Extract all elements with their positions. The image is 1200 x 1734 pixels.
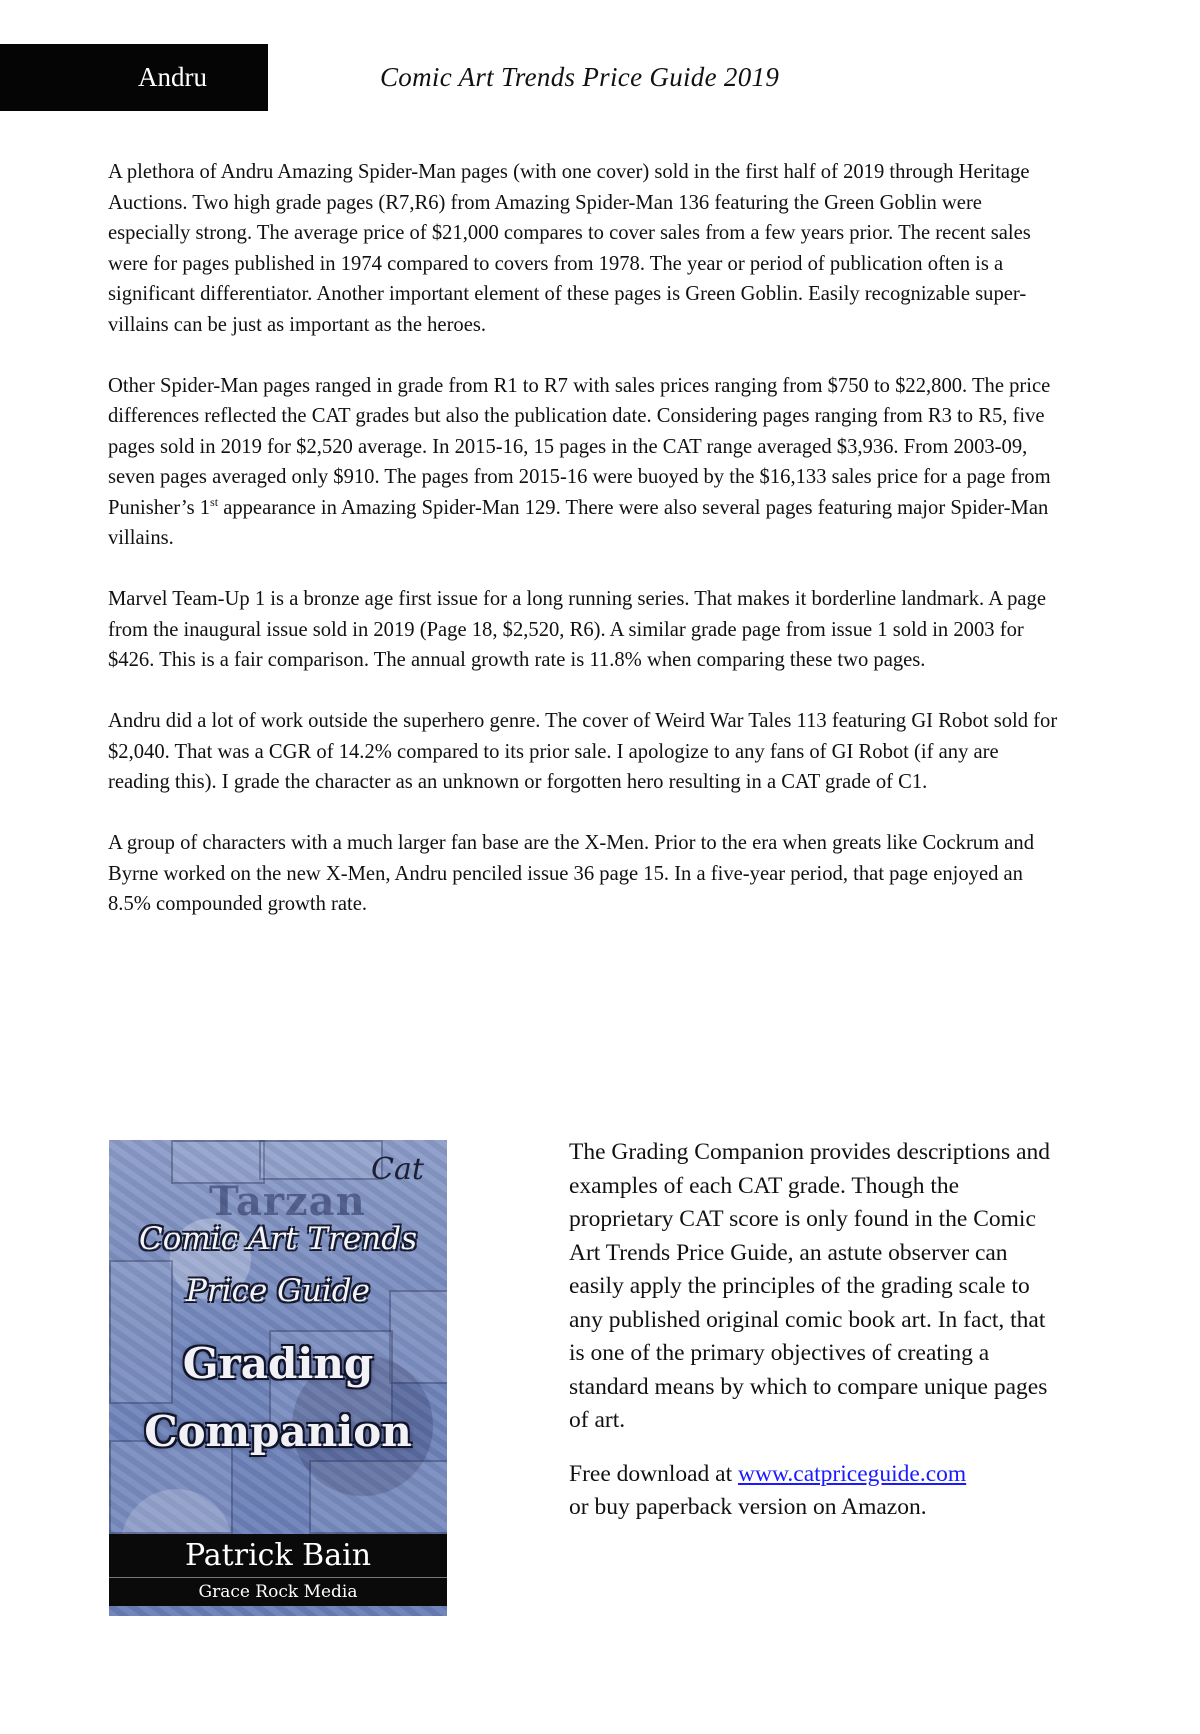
- paragraph-other-spider-man-pages: [108, 371, 1058, 554]
- cover-background-tarzan-logo: Tarzan: [209, 1178, 366, 1225]
- catpriceguide-link[interactable]: www.catpriceguide.com: [738, 1460, 967, 1487]
- promo-download: [569, 1458, 1061, 1525]
- cover-title-line-2: Companion: [144, 1407, 412, 1456]
- paragraph-spider-man-136: A plethora of Andru Amazing Spider-Man pages (with one cover) sold in the first half of 2019 through Heritage Auctions. Two high grade pages (R7,R6) from Amazing Spider-Man 136 featuring the Green Goblin were especially strong. The average price of $21,000 compares to cover sales from a few years prior. The recent sales were for pages published in 1974 compared to covers from 1978. The year or period of publication often is a significant differentiator. Another important element of these pages is Green Goblin. Easily recognizable super-villains can be just as important as the heroes.: [108, 161, 1031, 336]
- cover-series-line-2: Price Guide: [186, 1273, 370, 1309]
- ordinal-superscript: st: [210, 494, 219, 509]
- cover-series-line-1: Comic Art Trends: [139, 1221, 417, 1257]
- grading-companion-book-cover[interactable]: [109, 1140, 447, 1616]
- chapter-tab: [0, 44, 268, 111]
- paragraph-text-before-superscript: Other Spider-Man pages ranged in grade from R1 to R7 with sales prices ranging from $750 to $22,800. The price differences reflected the CAT grades but also the publication date. Considering pages ranging from R3 to R5, five pages sold in 2019 for $2,520 average. In 2015-16, 15 pages in the CAT range averaged $3,936. From 2003-09, seven pages averaged only $910. The pages from 2015-16 were buoyed by the $16,133 sales price for a page from Punisher’s 1: [108, 374, 1051, 519]
- cat-logo: Cat: [371, 1152, 424, 1187]
- paragraph-text-after-superscript: appearance in Amazing Spider-Man 129. There were also several pages featuring major Spider-Man villains.: [108, 496, 1049, 549]
- promo-description: The Grading Companion provides descriptions and examples of each CAT grade. Though the proprietary CAT score is only found in the Comic Art Trends Price Guide, an astute observer can easily apply the principles of the grading scale to any published original comic book art. In fact, that is one of the primary objectives of creating a standard means by which to compare unique pages of art.: [569, 1139, 1051, 1433]
- cover-author: Patrick Bain: [109, 1534, 447, 1578]
- running-header-title: Comic Art Trends Price Guide 2019: [380, 62, 780, 92]
- cover-collage-panel: [309, 1460, 447, 1534]
- article-body: [108, 157, 1058, 950]
- paragraph-x-men: A group of characters with a much larger fan base are the X-Men. Prior to the era when greats like Cockrum and Byrne worked on the new X-Men, Andru penciled issue 36 page 15. In a five-year period, that page enjoyed an 8.5% compounded growth rate.: [108, 832, 1035, 915]
- cover-collage-panel: [259, 1140, 383, 1180]
- chapter-tab-label: Andru: [138, 62, 207, 92]
- download-prefix: Free download at: [569, 1460, 739, 1487]
- paragraph-weird-war-tales: Andru did a lot of work outside the superhero genre. The cover of Weird War Tales 113 featuring GI Robot sold for $2,040. That was a CGR of 14.2% compared to its prior sale. I apologize to any fans of GI Robot (if any are reading this). I grade the character as an unknown or forgotten hero resulting in a CAT grade of C1.: [108, 710, 1058, 793]
- cover-title-line-1: Grading: [182, 1339, 374, 1388]
- cover-publisher: Grace Rock Media: [109, 1577, 447, 1606]
- paragraph-marvel-team-up: Marvel Team-Up 1 is a bronze age first issue for a long running series. That makes it borderline landmark. A page from the inaugural issue sold in 2019 (Page 18, $2,520, R6). A similar grade page from issue 1 sold in 2003 for $426. This is a fair comparison. The annual growth rate is 11.8% when comparing these two pages.: [108, 588, 1046, 671]
- download-suffix: or buy paperback version on Amazon.: [569, 1494, 927, 1520]
- grading-companion-promo: [569, 1136, 1061, 1545]
